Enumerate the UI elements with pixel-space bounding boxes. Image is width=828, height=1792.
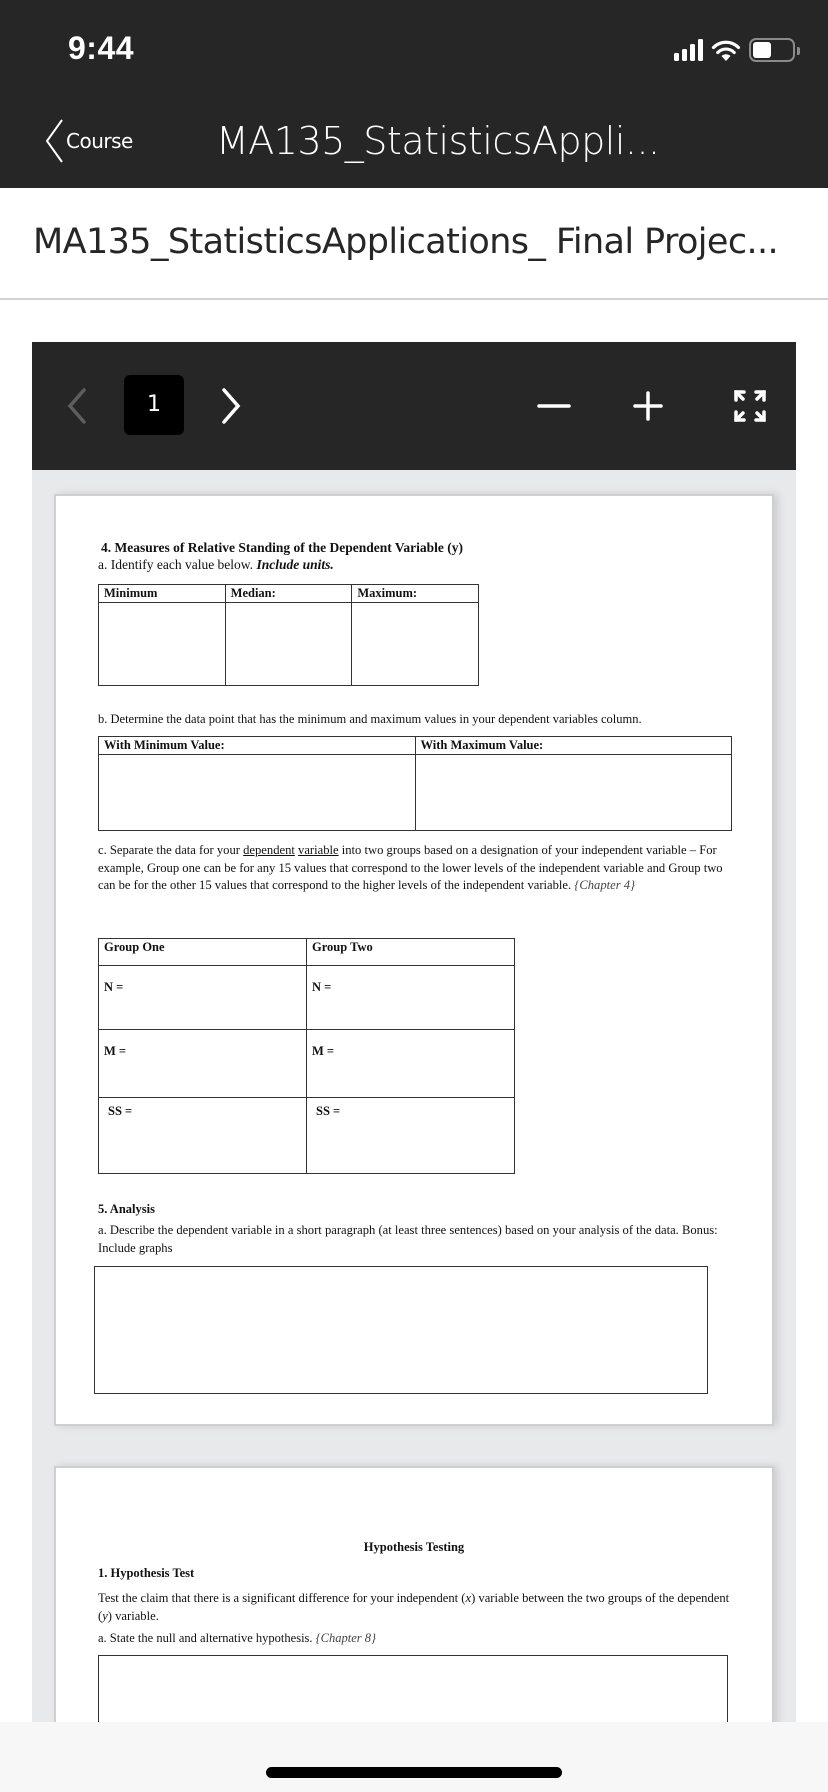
- header-with-maximum-value: With Maximum Value:: [415, 737, 732, 755]
- home-indicator-area: [0, 1722, 828, 1792]
- section-5a-instruction: a. Describe the dependent variable in a short paragraph (at least three sentences) based on your analysis of the data. Bonus: Include graphs: [98, 1223, 718, 1255]
- group-two-ss-cell[interactable]: SS =: [307, 1098, 515, 1174]
- zoom-out-button[interactable]: [534, 386, 574, 426]
- chapter-4-reference: {Chapter 4}: [574, 878, 636, 892]
- header-with-minimum-value: With Minimum Value:: [99, 737, 416, 755]
- page-number-input[interactable]: 1: [124, 375, 184, 435]
- chevron-left-icon: [44, 118, 64, 164]
- pdf-page-2: [54, 1466, 774, 1722]
- claim-part-1: Test the claim that there is a significant difference for your independent (: [98, 1591, 466, 1605]
- section-4a-text: a. Identify each value below.: [98, 557, 257, 572]
- header-median: Median:: [225, 585, 352, 603]
- nav-title: MA135_StatisticsAppli...: [216, 119, 660, 163]
- hypothesis-claim: [98, 1590, 738, 1625]
- plus-icon: [628, 386, 668, 426]
- chevron-right-icon: [216, 384, 246, 428]
- status-time: 9:44: [68, 30, 135, 66]
- min-max-data-point-table: [98, 736, 732, 831]
- group-two-m-cell[interactable]: M =: [307, 1030, 515, 1098]
- median-cell[interactable]: [225, 603, 352, 686]
- previous-page-button[interactable]: [62, 384, 92, 428]
- with-maximum-value-cell[interactable]: [415, 755, 732, 831]
- group-one-n-cell[interactable]: N =: [99, 966, 307, 1030]
- section-5-heading: 5. Analysis: [98, 1202, 155, 1216]
- minus-icon: [534, 386, 574, 426]
- zoom-in-button[interactable]: [628, 386, 668, 426]
- viewer-toolbar: [32, 342, 796, 470]
- minimum-cell[interactable]: [99, 603, 226, 686]
- claim-part-2: ) variable between the two groups of the dependent (: [98, 1591, 730, 1623]
- section-4a-instruction: [98, 557, 334, 573]
- underlined-variable: variable: [298, 843, 339, 857]
- section-4b-instruction: b. Determine the data point that has the minimum and maximum values in your dependent variables column.: [98, 712, 642, 726]
- chapter-8-reference: {Chapter 8}: [315, 1631, 377, 1645]
- document-title: MA135_StatisticsApplications_ Final Projec...: [33, 222, 779, 262]
- section-4a-emphasis: Include units.: [256, 557, 334, 572]
- analysis-answer-box[interactable]: [94, 1266, 708, 1394]
- header-maximum: Maximum:: [352, 585, 479, 603]
- back-button[interactable]: [44, 118, 133, 164]
- claim-y: y: [102, 1608, 108, 1623]
- maximum-cell[interactable]: [352, 603, 479, 686]
- back-button-label: Course: [66, 129, 133, 153]
- home-indicator[interactable]: [266, 1767, 562, 1778]
- section-4c-prefix: c. Separate the data for your: [98, 843, 244, 857]
- hypothesis-answer-box[interactable]: [98, 1655, 728, 1722]
- section-4c-instruction: [98, 842, 730, 895]
- document-title-bar: [0, 188, 828, 300]
- fullscreen-button[interactable]: [732, 388, 768, 424]
- expand-icon: [732, 388, 768, 424]
- relative-standing-table: [98, 584, 479, 686]
- chevron-left-icon: [62, 384, 92, 428]
- battery-icon: [749, 38, 795, 62]
- group-one-ss-cell[interactable]: SS =: [99, 1098, 307, 1174]
- group-one-m-cell[interactable]: M =: [99, 1030, 307, 1098]
- claim-part-3: ) variable.: [107, 1608, 159, 1623]
- header-minimum: Minimum: [99, 585, 226, 603]
- group-statistics-table: [98, 938, 515, 1174]
- status-icons: [674, 38, 795, 62]
- header-group-two: Group Two: [307, 939, 515, 966]
- pdf-viewer[interactable]: [32, 342, 796, 1722]
- group-two-n-cell[interactable]: N =: [307, 966, 515, 1030]
- underlined-dependent: dependent: [243, 843, 295, 857]
- section-4c-rest: into two groups based on a designation of your independent variable – For example, Group one can be for any 15 values that correspond to the lower levels of the independent variable and Group two can be for the other 15 values that correspond to the higher levels of the independent variable.: [98, 843, 723, 892]
- next-page-button[interactable]: [216, 384, 246, 428]
- hypothesis-testing-title: Hypothesis Testing: [363, 1540, 465, 1554]
- hypothesis-test-heading: 1. Hypothesis Test: [98, 1566, 195, 1580]
- top-bar: [0, 0, 828, 188]
- wifi-icon: [711, 38, 741, 62]
- pdf-page-1: [54, 494, 774, 1426]
- header-group-one: Group One: [99, 939, 307, 966]
- section-4-heading: 4. Measures of Relative Standing of the Dependent Variable (y): [101, 540, 463, 555]
- part-a-text: a. State the null and alternative hypothesis.: [98, 1631, 316, 1645]
- hypothesis-part-a-instruction: [98, 1631, 376, 1646]
- with-minimum-value-cell[interactable]: [99, 755, 416, 831]
- claim-x: x: [465, 1591, 472, 1605]
- cellular-signal-icon: [674, 39, 703, 61]
